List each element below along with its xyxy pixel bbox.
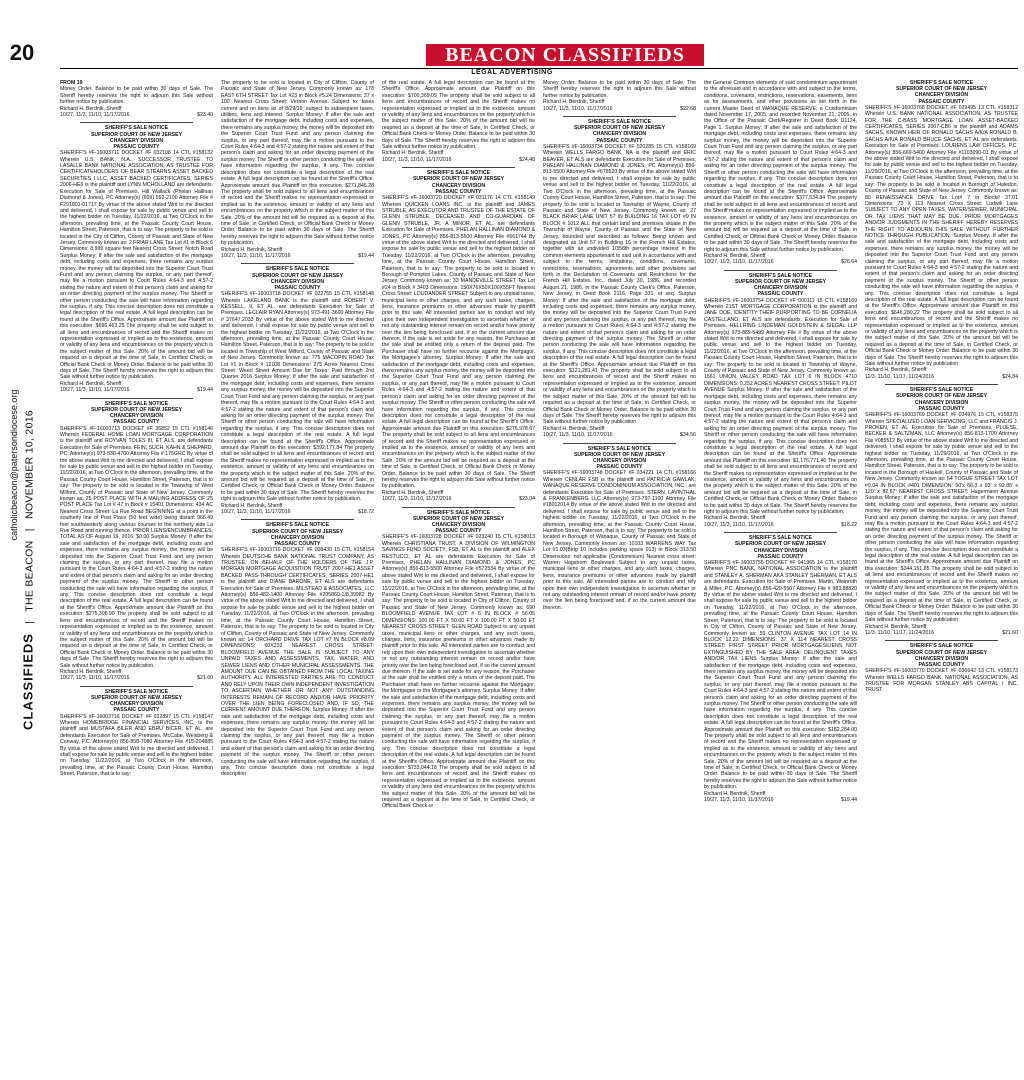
notice-heading-line: PASSAIC COUNTY xyxy=(113,419,160,426)
notice-heading xyxy=(60,125,213,150)
spine-masthead xyxy=(20,70,36,1070)
legal-notice xyxy=(382,80,535,163)
notice-heading xyxy=(382,510,535,535)
notice-fee: $24.84 xyxy=(1002,373,1018,380)
notice-divider xyxy=(885,640,998,641)
notice-heading-line: CHANCERY DIVISION xyxy=(431,182,486,189)
notice-dates: 10/27, 11/3, 11/10, 11/17/2016 xyxy=(60,387,130,394)
notice-body: SHERIFF'S #F-16003720 DOCKET #F 031176 14 CTL #158149 Wherein QUICKEN LOANS INC. is the plaintiff and JAMES STRUBLE, AS EXECUTOR AND TRUSTEE OF THE ESTATE OF GLENN STRUBLE, DECEASED AND CO-GUARDIAN OF GLENN STRUBLE, JR. A MINOR, ET AL. are defendants Execution for Sale of Premises. PHELAN HALLINAN DIAMOND & JONES, PC Attorney(s) 856-813-5500 Attorney File #661744 By virtue of the above stated Writ to me directed and delivered, I shall expose for sale by public venue and sell to the highest bidder on Tuesday, 11/22/2016, at Two O'Clock in the afternoon, prevailing time, at the Passaic County Court House, Hamilton Street, Paterson, that is to say: The property to be sold is located in Borough of Pompton Lakes, County of Passaic and State of New Jersey. Commonly known as: 33 MANDEVILLE STREET Tax Lot #24 in Block # 3403 Dimensions: 150X76X50X100X55FT Nearest Cross Street: LOUDANDER STREET Subject to any unpaid taxes, municipal liens or other charges, and any such taxes, charges, liens, insurance premiums or other advances made by plaintiff prior to this sale. All interested parties are to conduct and rely upon their own independent investigation to ascertain whether or not any outstanding interest remain on record and/or have priority over the lien being foreclosed and, if so the current amount due thereon. If the sale is set aside for any reason, the Purchaser at the sale shall be entitled only a return of the deposit paid. The Purchaser shall have no further recourse against the Mortgagor, the Mortgagee's attorney. Surplus Money: If after the sale and satisfaction of the mortgage debt, including costs and expenses, there remains any surplus money, the money will be deposited into the Superior Court Trust Fund and any person claiming the surplus, or any part thereof, may file a motion pursuant to Court Rules 4:64-3 and 4:57-2 stating the nature and extent of that person's claim and asking for an order directing payment of the surplus money. The Sheriff or other person conducting the sale will have information regarding the surplus, if any. This concise description does not constitute a legal description of the real estate. A full legal description can be found at the Sheriff's Office. Approximate amount due Plaintiff on this execution: $276,978.67 The property shall be sold subject to all liens and encumbrances of record and the Sheriff makes no representation expressed or implied as to the existence, amount or validity of any liens and encumbrances on the property which is the subject matter of this Sale. 20% of the amount bid will be required as a deposit at the time of Sale, in Certified Check, or Official Bank Check or Money Order. Balance to be paid within 30 days of Sale. The Sheriff hereby reserves the right to adjourn this Sale without further notice by publication. xyxy=(382,195,535,490)
notice-footer xyxy=(60,387,213,393)
notice-heading-line: PASSAIC COUNTY xyxy=(918,661,965,668)
notice-footer xyxy=(221,509,374,515)
legal-notice xyxy=(60,689,213,778)
notice-body: SHERIFF'S #F-16003769 DOCKET #F 034976 15 CTL #158375 Wherein SPECIALIZED LOAN SERVICING, LLC and FRANCIS J. PROKEN, ET AL Execution for Sale of Premises. PLUESE, BECKER & SALTZMAN, LLC Attorney(s) 856-813-1700 Attorney File #085512 By virtue of the above stated Writ to me directed and delivered, I shall expose for sale by public venue and sell to the highest bidder on Tuesday, 11/29/2016, at Two O'Clock in the afternoon, prevailing time, at the Passaic County Court House, Hamilton Street, Paterson, that is to say: The property to be sold is located in the Borough of Haskell, County of Passaic and State of New Jersey. Commonly known as: 54 TOGUE STREET TAX LOT #9.04 IN BLOCK #401 DIMENSION: 50'x 66.3 x 93' x 92.85' x 120' x 82.67' NEAREST CROSS STREET: Hagermann Avenue Surplus Money: If after the sale and satisfaction of the mortgage debt, including costs and expenses, there remains any surplus money, the money will be deposited into the Superior Court Trust Fund and any person claiming the surplus, or any part thereof, may file a motion pursuant to the Court Rules 4:64-3 and 4:57-2 stating the nature and extent of that person's claim and asking for an order directing payment of the surplus money. The Sheriff or other person conducting the sale will have information regarding the surplus, if any. This concise description does not constitute a legal description of the real estate. A full legal description can be found at the Sheriff's Office. Approximate amount due Plaintiff on this execution: $344,151.85 The property shall be sold subject to all liens and encumbrances of record and the Sheriff makes no representation expressed or implied as to the existence, amount or validity of any liens and encumbrances on the property which is the subject matter of this Sale. 20% of the amount bid will be required as a deposit at the time of Sale, in Certified Check, or Official Bank Check or Money Order. Balance to be paid within 30 days of Sale. The Sheriff hereby reserves the right to adjourn this Sale without further notice by publication. xyxy=(865,412,1018,624)
notice-heading-line: SUPERIOR COURT OF NEW JERSEY xyxy=(895,393,988,400)
notice-heading-line: SHERIFF'S SALE NOTICE xyxy=(587,445,652,452)
notice-heading-line: PASSAIC COUNTY xyxy=(435,188,482,195)
notice-heading-line: SUPERIOR COURT OF NEW JERSEY xyxy=(734,541,827,548)
notice-fee: $19.44 xyxy=(841,797,857,804)
notice-heading-line: PASSAIC COUNTY xyxy=(113,144,160,151)
notice-heading-line: PASSAIC COUNTY xyxy=(274,284,321,291)
notice-body: SHERIFF'S #F-16003719 DOCKET #F 008430 15 CTL #158154 Wherein DEUTSCHE BANK NATIONAL TRUST COMPANY, AS TRUSTEE, ON BEHALF OF THE HOLDERS OF THE J.P. MORGAN MORTGAGE ACQUISITION TRUST 2007-HE1 ASSET BACKED PASS-THROUGH CERTIFICATES, SERIES 2007-HE1 is the plaintiff and DIANE BARONE, ET ALS are defendants Execution for Sale of Premises. MILSTEAD & ASSOCIATES, LLC Attorney(s) 856-482-1400 Attorney File #205860-1/8,39982 By virtue of the above stated Writ to me directed and delivered, I shall expose for sale by public venue and sell to the highest bidder on Tuesday, 11/22/2016, at Two O'Clock in the afternoon, prevailing time, at the Passaic County Court House, Hamilton Street, Paterson, that is to say: The property to be sold is located in City of Clifton, County of Passaic and State of New Jersey. Commonly known as: 14 ORCHARD DRIVE TAX LOT #7 IN BLOCK #8.09 DIMENSIONS: 60X232 NEAREST CROSS STREET: BLOOMFIELD AVENUE THE SALE IS SUBJECT TO ANY UNPAID TAXES AND ASSESSMENTS, TAX, WATER, AND SEWER LIENS AND OTHER MUNICIPAL ASSESSMENTS. THE AMOUNT DUE CAN BE OBTAINED FROM THE LOCAL TAXING AUTHORITY. ALL INTERESTED PARTIES ARE TO CONDUCT AND RELY UPON THEIR OWN INDEPENDENT INVESTIGATION TO ASCERTAIN WHETHER OR NOT ANY OUTSTANDING INTERESTS REMAIN OF RECORD AND/OR HAVE PRIORITY OVER THE LIEN BEING FORECLOSED AND, IF SO, THE CURRENT AMOUNT DUE THEREON. Surplus Money: If after the sale and satisfaction of the mortgage debt, including costs and expenses, there remains any surplus money, the money will be deposited into the Superior Court Trust Fund and any person claiming the surplus, or any part thereof, may file a motion pursuant to the Court Rules 4:64-3 and 4:57-2 stating the nature and extent of that person's claim and asking for an order directing payment of the surplus money. The Sheriff or other person conducting the sale will have information regarding the surplus, if any. This concise description does not constitute a legal description xyxy=(221,547,374,778)
classified-columns xyxy=(60,80,1018,1076)
notice-heading-line: PASSAIC COUNTY xyxy=(918,98,965,105)
notice-signature: Richard H. Berdnik, Sheriff xyxy=(221,502,283,509)
legal-notice xyxy=(865,80,1018,380)
notice-fee: $23.40 xyxy=(197,112,213,119)
notice-footer xyxy=(60,675,213,681)
notice-heading-line: SUPERIOR COURT OF NEW JERSEY xyxy=(412,515,505,522)
notice-heading xyxy=(543,446,696,471)
classified-column xyxy=(60,80,213,1076)
notice-heading-line: SUPERIOR COURT OF NEW JERSEY xyxy=(90,406,183,413)
notice-fee: $21.60 xyxy=(1002,629,1018,636)
notice-dates: 10/27, 11/3, 11/10, 11/17/2016 xyxy=(704,259,774,266)
notice-fee: $24.48 xyxy=(519,156,535,163)
notice-heading-line: SHERIFF'S SALE NOTICE xyxy=(426,170,491,177)
notice-heading xyxy=(865,387,1018,412)
notice-heading-line: SUPERIOR COURT OF NEW JERSEY xyxy=(734,278,827,285)
spine-email-container xyxy=(8,300,20,630)
notice-heading-line: SHERIFF'S SALE NOTICE xyxy=(748,535,813,542)
notice-divider xyxy=(241,263,354,264)
legal-notice xyxy=(221,522,374,777)
legal-notice xyxy=(382,170,535,502)
notice-dates: 10/27, 11/3, 11/10, 11/17/2016 xyxy=(543,432,613,439)
notice-footer xyxy=(865,630,1018,636)
notice-heading-line: CHANCERY DIVISION xyxy=(914,399,969,406)
notice-heading-line: SHERIFF'S SALE NOTICE xyxy=(104,688,169,695)
spine-divider: | xyxy=(23,528,36,532)
notice-body: the General Common elements of said condominium appurtenant to the aforesaid unit in accordance with and subject to the terms, conditions, covenants, restrictions, reservations, easements, liens as for assessments, and other provisions as set forth in the current Master Deed of WANAQUE RESERVE, a Condominium dated November 17, 2005, and recorded November 21, 2005, in the Office of the Passaic Clerk/Register in Deed Book D1124, Page 1. Surplus Money: If after the sale and satisfaction of the mortgage debt, including costs and expenses, there remains any surplus money, the money will be deposited into the Superior Court Trust Fund and any person claiming the surplus, or any part thereof, may file a motion pursuant to Court Rules 4:64-3 and 4:57-2 stating the nature and extent of that person's claim and asking for an order directing payment of the surplus money. The Sheriff or other person conducting the sale will have information regarding the surplus, if any. This concise description does not constitute a legal description of the real estate. A full legal description can be found at the Sheriff's Office. Approximate amount due Plaintiff on this execution: $377,534.84 The property shall be sold subject to all liens and encumbrances of record and the Sheriff makes no representation expressed or implied as to the existence, amount or validity of any liens and encumbrances on the property which is the subject matter of this Sale. 20% of the amount bid will be required as a deposit at the time of Sale, in Certified Check, or Official Bank Check or Money Order. Balance to be paid within 30 days of Sale. The Sheriff hereby reserves the right to adjourn this Sale without further notice by publication. xyxy=(704,80,857,253)
notice-footer xyxy=(704,797,857,803)
legal-notice xyxy=(704,273,857,528)
notice-heading-line: SUPERIOR COURT OF NEW JERSEY xyxy=(573,451,666,458)
banner-title: BEACON CLASSIFIEDS xyxy=(426,44,704,66)
notice-fee: $26.64 xyxy=(841,259,857,266)
classified-column xyxy=(382,80,535,1076)
notice-body: Money Order. Balance to be paid within 30 days of Sale. The Sheriff hereby reserves the right to adjourn this Sale without further notice by publication. xyxy=(543,80,696,99)
notice-footer xyxy=(382,157,535,163)
notice-footer xyxy=(704,259,857,265)
notice-body: SHERIFF'S #F-16003734 DOCKET #F 020285 15 CTL #158169 Wherein WELLS FARGO BANK, NA is the plaintiff and ERIC BEAVER, ET ALS are defendants Execution for Sale of Premises. PHELAN HALLINAN DIAMOND & JONES, PC Attorney(s) 856-813-5500 Attorney File #678520 By virtue of the above stated Writ to me directed and delivered, I shall expose for sale by public venue and sell to the highest bidder on Tuesday, 11/22/2016, at Two O'Clock in the afternoon, prevailing time, at the Passaic County Court House, Hamilton Street, Paterson, that is to say: The property to be sold is located in Township of Wayne, County of Passaic and State of New Jersey. Commonly known as: 27 BLACK BRIAR LANE UNIT 57 IN BUILDING 16 TAX LOT #9 IN BLOCK # 1012 ALL that certain land and premises situate in the Township of Wayne, County of Passaic and the State of New Jersey, bounded and described as follows: Being known and designated as Unit 57 in Building 16 in the French Hill Estates, together with an undivided 1/358th percentage interest in the common elements appurtenant to said unit in accordance with and subject to the terms, limitations, conditions, covenants, restrictions, reservations, agreements and other provisions set forth in the Declaration of Covenants and Restrictions for the French Hill Estates, Inc., dated July 30, 1986, and recorded August 21, 1986, in the Passaic County Clerk's Office, Paterson, New Jersey, in Deed Book 2116, Page 331, et seq. Surplus Money: If after the sale and satisfaction of the mortgage debt, including costs and expenses, there remains any surplus money, the money will be deposited into the Superior Court Trust Fund and any person claiming the surplus, or any part thereof, may file a motion pursuant to Court Rules 4:64-3 and 4:57-2 stating the nature and extent of that person's claim and asking for an order directing payment of the surplus money. The Sheriff or other person conducting the sale will have information regarding the surplus, if any. This concise description does not constitute a legal description of the real estate. A full legal description can be found at the Sheriff's Office. Approximate amount due Plaintiff on this execution: $121,281.41 The property shall be sold subject to all liens and encumbrances of record and the Sheriff makes no representation expressed or implied as to the existence, amount or validity of any liens and encumbrances on the property which is the subject matter of this Sale. 20% of the amount bid will be required as a deposit at the time of Sale, in Certified Check, or Official Bank Check or Money Order. Balance to be paid within 30 days of Sale. The Sheriff hereby reserves the right to adjourn this Sale without further notice by publication. xyxy=(543,143,696,426)
notice-heading xyxy=(865,80,1018,105)
notice-signature: Richard H. Berdnik, Sheriff xyxy=(221,246,283,253)
notice-heading-line: PASSAIC COUNTY xyxy=(757,553,804,560)
notice-heading-line: SHERIFF'S SALE NOTICE xyxy=(748,272,813,279)
notice-signature: Richard H. Berdnik, Sheriff xyxy=(543,425,605,432)
notice-heading xyxy=(543,119,696,144)
notice-body: The property to be sold is located in City of Clifton, County of Passaic and State of New Jersey. Commonly known as: 178 EAST 6TH STREET Tax Lot #23 in Block #5.24 Dimensions: 37 x 100' Nearest Cross Street: Vernon Avenue. Subject to: taxes current and no liens as of 8/29/16; subject to subsequent taxes, utilities, liens and interest. Surplus Money: If after the sale and satisfaction of the mortgage debt, including costs and expenses, there remains any surplus money, the money will be deposited into the Superior Court Trust Fund and any person claiming the surplus, or any part thereof, may file a motion pursuant to the Court Rules 4:64-3 and 4:57-2 stating the nature and extent of that person's claim and asking for an order directing payment of the surplus money. The Sheriff or other person conducting the sale will have information regarding the surplus, if any. This concise description does not constitute a legal description of the real estate. A full legal description can be found at the Sheriff's Office. Approximate amount due Plaintiff on this execution: $271,846.28 The property shall be sold subject to all liens and encumbrances of record and the Sheriff makes no representation expressed or implied as to the existence, amount or validity of any liens and encumbrances on the property which is the subject matter of this Sale. 20% of the amount bid will be required as a deposit at the time of Sale, in Certified Check, or Official Bank Check or Money Order. Balance to be paid within 30 days of Sale. The Sheriff hereby reserves the right to adjourn this Sale without further notice by publication. xyxy=(221,80,374,247)
notice-heading-line: CHANCERY DIVISION xyxy=(270,278,325,285)
notice-body: SHERIFF'S #F-16003716 DOCKET #F 022897 15 CTL #158147 Wherein HOMEBRIDGE FINANCIAL SERVICES, INC. is the plaintiff and MUSTAFA BILER AND EBRU BICER, ET AL. are defendants Execution for Sale of Premises. McCabe, Weisberg & Conway, P.C. Attorney(s) 856-858-7080 Attorney File #15-204885 By virtue of the above stated Writ to me directed and delivered, I shall expose for sale by public venue and sell to the highest bidder on Tuesday, 11/22/2016, at Two O'Clock in the afternoon, prevailing time, at the Passaic County Court House, Hamilton Street, Paterson, that is to say: xyxy=(60,713,213,778)
notice-heading-line: CHANCERY DIVISION xyxy=(431,522,486,528)
notice-divider xyxy=(80,398,193,399)
notice-heading xyxy=(865,643,1018,668)
notice-heading-line: PASSAIC COUNTY xyxy=(113,707,160,714)
notice-body: SHERIFF'S #F-16003770 DOCKET #F 036642 13 CTL #158173 Wherein WELLS FARGO BANK, NATIONAL ASSOCIATION, AS TRUSTEE FOR MORGAN STANLEY ABS CAPITAL I INC. TRUST xyxy=(865,668,1018,694)
section-label: LEGAL ADVERTISING xyxy=(471,69,553,76)
notice-fee: $18.22 xyxy=(841,521,857,528)
legal-notice xyxy=(382,510,535,810)
notice-fee: $19.44 xyxy=(358,252,374,259)
legal-notice xyxy=(543,446,696,612)
notice-signature: Richard H. Berdnik, Sheriff xyxy=(382,489,444,496)
notice-divider xyxy=(724,532,837,533)
notice-heading-line: CHANCERY DIVISION xyxy=(592,457,647,464)
notice-footer xyxy=(865,374,1018,380)
notice-heading-line: SHERIFF'S SALE NOTICE xyxy=(909,387,974,394)
notice-heading-line: SUPERIOR COURT OF NEW JERSEY xyxy=(412,176,505,183)
notice-heading-line: SHERIFF'S SALE NOTICE xyxy=(909,643,974,650)
notice-body: SHERIFF'S #F-16003754 DOCKET #F 000111 15 CTL #158169 Wherein 21ST MORTGAGE CORPORATION is the plaintiff and JANE DOE, IDENTITY THEIF PURPORTING TO BE CORNELIA CASTELLANO, ET ALS are defendants. Execution for Sale of Premises. HELLRING LINDEMAN GOLDSTEIN & SIEGAL LLP Attorney(s) 973-889-5499 Attorney File # By virtue of the above stated Writ to me directed and delivered, I shall expose for sale by public venue and sell to the highest bidder on Tuesday, 11/22/2016, at Two O'Clock in the afternoon, prevailing time, at the Passaic County Court House, Hamilton Street, Paterson, that is to say: The property to be sold is located in Township of Wayne, County of Passaic and State of New Jersey. Commonly known as: 1561 UNION VALLEY ROAD TAX LOT 6 IN BLOCK 4710 DIMENSIONS: 0.252 ACRES NEAREST CROSS STREET: PILOT AVENUE Surplus Money: If after the sale and satisfaction of the mortgage debt, including costs and expenses, there remains any surplus money, the money will be deposited into the Superior Court Trust Fund and any person claiming the surplus, or any part thereof, may file a motion pursuant to the Court Rules 4:64-3 and 4:57-2 stating the nature and extent of that person's claim and asking for an order directing payment of the surplus money. The Sheriff or other person conducting the sale will have information regarding the surplus, if any. This concise description does not constitute a legal description of the real estate. A full legal description can be found at the Sheriff's Office. Approximate amount due Plaintiff on this execution: $1,176,771.40 The property shall be sold subject to all liens and encumbrances of record and the Sheriff makes no representation expressed or implied as to the existence, amount or validity of any liens and encumbrances on the property which is the subject matter of this Sale. 20% of the amount bid will be required as a deposit at the time of Sale, in Certified Check, or Official Bank Check or Money Order. Balance to be paid within 30 days of Sale. The Sheriff hereby reserves the right to adjourn this Sale without further notice by publication. xyxy=(704,297,857,515)
notice-heading-line: SHERIFF'S SALE NOTICE xyxy=(104,125,169,132)
spine-publication: THE BEACON xyxy=(23,540,36,612)
notice-heading-line: CHANCERY DIVISION xyxy=(753,547,808,554)
notice-heading-line: SHERIFF'S SALE NOTICE xyxy=(426,509,491,516)
notice-divider xyxy=(563,116,676,117)
notice-heading-line: SHERIFF'S SALE NOTICE xyxy=(587,119,652,126)
notice-heading-line: PASSAIC COUNTY xyxy=(274,541,321,548)
legal-notice xyxy=(221,266,374,515)
legal-notice xyxy=(865,387,1018,636)
notice-footer xyxy=(543,106,696,112)
notice-signature: Richard H. Berdnik, Sheriff xyxy=(704,252,766,259)
notice-heading xyxy=(221,266,374,291)
notice-body: SHERIFF'S #F-16003711 DOCKET #F 032108 14 CTL #158132 Wherein U.S. BANK, N.A., SUCCESSOR TRUSTEE TO LASALLE BANK NATIONAL ASSOCIATION, AS TRUSTEE FOR CERTIFICATEHOLDERS OF BEAR STEARNS ASSET BACKED SECURITIES I LLC, ASSET BACKED CERTIFICATES, SERIES 2006-HE6 is the plaintiff and LYNN MCHOLLAND are defendants. Execution for Sale of Premises. Hill Wallack (Phelan Hallinan Diamond & Jones), PC Attorney(s) (609) 592-2100 Attorney File # F291801-01717 By virtue of the above stated Writ to me directed and delivered, I shall expose for sale by public venue and sell to the highest bidder on Tuesday, 11/22/2016, at Two O'Clock in the afternoon, prevailing time, at the Passaic County Court House, Hamilton Street, Paterson, that is to say: The property to be sold is located in the City of Clifton, County of Passaic and State of New Jersey. Commonly known as: 2 FRIAR LANE Tax Lot #1 in Block 6 Dimensions: 8,999 square feet Nearest Cross Street: Notch Road Surplus Money: If after the sale and satisfaction of the mortgage debt, including costs and expenses, there remains any surplus money, the money will be deposited into the Superior Court Trust Fund and any person claiming the surplus, or any part thereof, may file a motion pursuant to Court Rules 4:64-3 and 4:57-2 stating the nature and extent of that person's claim and asking for an order directing payment of the surplus money. The Sheriff or other person conducting the sale will have information regarding the surplus, if any. This concise description does not constitute a legal description of the real estate. A full legal description can be found at the Sheriff's Office. Approximate amount due Plaintiff on this execution: $696,463.25 The property shall be sold subject to all liens and encumbrances of record and the Sheriff makes no representation expressed or implied as to the existence, amount or validity of any liens and encumbrances on the property which is the subject matter of this Sale. 20% of the amount bid will be required as a deposit at the time of Sale, in Certified Check, or Official Bank Check or Money Order. Balance to be paid within 30 days of Sale. The Sheriff hereby reserves the right to adjourn this Sale without further notice by publication. xyxy=(60,150,213,381)
notice-dates: 10/27, 11/3, 11/10, 11/17/2016 xyxy=(543,105,613,112)
notice-dates: 10/27, 11/3, 11/10, 11/17/2016 xyxy=(704,797,774,804)
spine-date: NOVEMBER 10, 2016 xyxy=(23,410,36,519)
notice-dates: 10/27, 11/3, 11/10, 11/17/2016 xyxy=(221,509,291,515)
spine-divider: | xyxy=(23,620,36,624)
notice-fee: $21.60 xyxy=(197,675,213,682)
notice-divider xyxy=(80,686,193,687)
notice-heading-line: CHANCERY DIVISION xyxy=(109,701,164,708)
notice-heading-line: SUPERIOR COURT OF NEW JERSEY xyxy=(90,131,183,138)
notice-signature: Richard H. Berdnik, Sheriff xyxy=(704,790,766,797)
notice-heading-line: CHANCERY DIVISION xyxy=(592,131,647,138)
notice-heading-line: PASSAIC COUNTY xyxy=(757,291,804,298)
notice-footer xyxy=(221,253,374,259)
notice-body: Money Order. Balance to be paid within 30 days of Sale. The Sheriff hereby reserves the right to adjourn this Sale without further notice by publication. xyxy=(60,86,213,106)
notice-heading-line: PASSAIC COUNTY xyxy=(435,528,482,535)
notice-body: SHERIFF'S #F-16003748 DOCKET #F 034221 14 CTL #158166 Wherein CENLAR FSB is the plaintiff and PATRICIA GAWLAK; WANAQUE RESERVE CONDOMINIUM ASSOCIATION, INC.; are defendants Execution for Sale of Premises. STERN, LAVINTHAL & FRANKENBERG LLC Attorney(s) 973-797-1100 Attorney File #18012014 By virtue of the above stated Writ to me directed and delivered, I shall expose for sale by public venue and sell to the highest bidder on Tuesday, 11/22/2016, at Two O'Clock in the afternoon, prevailing time, at the Passaic County Court House, Hamilton Street, Paterson, that is to say: The property to be sold is located in Borough of Wanaque, County of Passaic and State of New Jersey. Commonly known as: 10103 WARRENS WAY Tax Lot #1.03(Bldg 10 includes parking space 013) in Block 313.50 Dimensions: not applicable (Condominium) Nearest cross street: Warren Hagstrom Boulevard Subject to any unpaid taxes, municipal liens or other charges, and any such taxes, charges, liens, insurance premiums or other advances made by plaintiff prior to this sale. All interested parties are to conduct and rely upon their own independent investigation to ascertain whether or not any outstanding interest remain of record and/or have priority over the lien being foreclosed and, if so the current amount due thereon. xyxy=(543,470,696,611)
legal-notice xyxy=(704,535,857,803)
notice-divider xyxy=(724,270,837,271)
notice-dates: 11/3, 11/10, 11/17, 11/24/2016 xyxy=(865,373,935,380)
notice-heading-line: SUPERIOR COURT OF NEW JERSEY xyxy=(895,649,988,656)
classified-column xyxy=(704,80,857,1076)
notice-heading-line: SUPERIOR COURT OF NEW JERSEY xyxy=(90,694,183,701)
legal-notice xyxy=(543,80,696,112)
notice-footer xyxy=(704,522,857,528)
notice-dates: 10/27, 11/3, 11/10, 11/17/2016 xyxy=(221,252,291,259)
legal-notice xyxy=(60,80,213,118)
notice-fee: $22.68 xyxy=(680,105,696,112)
notice-body: SHERIFF'S #F-16003728 DOCKET #F 023240 15 CTL #158013 Wherein CHRISTIANA TRUST, A DIVISION OF WILMINGTON SAVINGS FUND SOCIETY, FSB, ET AL is the plaintiff and ALEX RESTUCCI, ET AL are defendants Execution for Sale of Premises. PHELAN HALLINAN DIAMOND & JONES, PC Attorney(s) 856-813-5500 Attorney File #572534 By virtue of the above stated Writ to me directed and delivered, I shall expose for sale by public venue and sell to the highest bidder on Tuesday, 11/22/2016, at Two O'Clock in the afternoon, prevailing time, at the Passaic County Court House, Hamilton Street, Paterson, that is to say: The property to be sold is located in City of Clifton, County of Passaic and State of New Jersey. Commonly known as: 690 BLOOMFIELD AVENUE TAX LOT # 6 IN BLOCK # 56.05 DIMENSIONS: 100.00 FT X 50.00 FT X 100.00 FT X 50.00 FT NEAREST CROSS STREET: GLEN ROAD Subject to any unpaid taxes, municipal liens or other charges, and any such taxes, charges, liens, insurance premiums or other advances made by plaintiff prior to this sale. All interested parties are to conduct and rely upon their own independent investigation to ascertain whether or not any outstanding interest remain on record and/or have priority over the lien being foreclosed and, if so the current amount due thereon. If the sale is set aside for any reason, the Purchaser at the sale shall be entitled only a return of the deposit paid. The Purchaser shall have no further recourse against the Mortgagor, the Mortgagee or the Mortgagee's attorney. Surplus Money: If after the sale and satisfaction of the mortgage debt, including costs and expenses, there remains any surplus money, the money will be deposited into the Superior Court Trust Fund and any person claiming the surplus, or any part thereof, may file a motion pursuant to Court Rules 4:64-3 and 4:57-2 stating the nature and extent of that person's claim and asking for an order directing payment of the surplus money. The Sheriff or other person conducting the sale will have information regarding the surplus, if any. This concise description does not constitute a legal description of the real estate. A full legal description can be found at the Sheriff's Office. Approximate amount due Plaintiff on this execution: $733,044.18 The property shall be sold subject to all liens and encumbrances of record and the Sheriff makes no representation expressed or implied as to the existence, amount or validity of any liens and encumbrances on the property which is the subject matter of this Sale. 20% of the amount bid will be required as a deposit at the time of Sale, in Certified Check, or Official Bank Check or xyxy=(382,534,535,810)
notice-body: SHERIFF'S #F-16003768 DOCKET #F 029495 13 CTL #158312 Wherein U.S. BANK NATIONAL ASSOCIATION, AS TRUSTEE FOR THE C-BASS MORTGAGE LOAN ASSET-BACKED CERTIFICATES, SERIES 2007-CB6 is the plaintiff and ADAMS SACHS, KNOWN HEIR OF RONALD SACHS A/K/A RONALD B. SACHS A/K/A RONALD BRUCE SACHS, ET AL are defendants. Execution for Sale of Premises. LOURENS LAW OFFICES, P.C. Attorney(s) 856-669-5400 Attorney File #1103090-01 By virtue of the above stated Writ to me directed and delivered, I shall expose for sale by public venue and sell to the highest bidder on Tuesday, 11/29/2016, at Two O'Clock in the afternoon, prevailing time, at the Passaic County Court House, Hamilton Street, Paterson, that is to say: The property to be sold is located in Borough of Haledon, County of Passaic and State of New Jersey. Commonly known as: 80 RENAISSANCE DRIVE Tax Lot# 7 in Block# 37.01 Dimensions: 73 X 113 Nearest Cross Street: Ludwik Lane SUBJECT TO ANY OPEN TAXES, WATER/SEWER, MUNICIPAL OR TAX LIENS THAT MAY BE DUE. PRIOR MORTGAGES AND/OR JUDGMENTS IN THE SHERIFF HEREBY RESERVES THE RIGHT TO ADJOURN THIS SALE WITHOUT FURTHER NOTICE THROUGH PUBLICATION. Surplus Money: If after the sale and satisfaction of the mortgage debt, including costs and expenses, there remains any surplus money, the money will be deposited into the Superior Court Trust Fund and any person claiming the surplus, or any part thereof, may file a motion pursuant to Court Rules 4:64-3 and 4:57-2 stating the nature and extent of that person's claim and asking for an order directing payment of the surplus money. The Sheriff or other person conducting the sale will have information regarding the surplus, if any. This concise description does not constitute a legal description of the real estate. A full legal description can be found at the Sheriff's Office. Approximate amount due Plaintiff on this execution: $646,280.22 The property shall be sold subject to all liens and encumbrances of record and the Sheriff makes no representation expressed or implied as to the existence, amount or validity of any liens and encumbrances on the property which is the subject matter of this Sale. 20% of the amount bid will be required as a deposit at the time of Sale, in Certified Check, or Official Bank Check or Money Order. Balance to be paid within 30 days of Sale. The Sheriff hereby reserves the right to adjourn this Sale without further notice by publication. xyxy=(865,104,1018,368)
notice-heading-line: SUPERIOR COURT OF NEW JERSEY xyxy=(895,86,988,93)
notice-signature: Richard H. Berdnik, Sheriff xyxy=(382,150,444,157)
notice-signature: Richard H. Berdnik, Sheriff xyxy=(865,367,927,374)
notice-heading-line: CHANCERY DIVISION xyxy=(109,413,164,420)
notice-signature: Richard H. Berdnik, Sheriff xyxy=(865,623,927,630)
notice-footer xyxy=(60,112,213,118)
notice-body: SHERIFF'S #F-16003718 DOCKET #F 022755 15 CTL #158148 Wherein LAKELAND BANK is the plaintiff and ROBERT V. KESSELL, II, ET AL. are defendants Execution for Sale of Premises. LECLAIR RYAN Attorney(s) 973-491-3600 Attorney File # 37647.2033 By virtue of the above stated Writ to me directed and delivered, I shall expose for sale by public venue and sell to the highest bidder on Tuesday, 11/22/2016, at Two O'Clock in the afternoon, prevailing time, at the Passaic County Court House, Hamilton Street, Paterson, that is to say: The property to be sold is located in Township of West Milford, County of Passaic and State of New Jersey. Commonly known as: 775 MACOPIN ROAD Tax Lot #1 in Block # 12108 Dimensions: 275 Acres Nearest Cross Street: Weed Street Amount Due for Taxes: Paid through 2nd Quarter 2016 Surplus Money: If after the sale and satisfaction of the mortgage debt, including costs and expenses, there remains any surplus money, the money will be deposited into the Superior Court Trust Fund and any person claiming the surplus, or any part thereof, may file a motion pursuant to the Court Rules 4:64-3 and 4:57-2 stating the nature and extent of that person's claim and asking for an order directing payment of the surplus money. The Sheriff or other person conducting the sale will have information regarding the surplus, if any. This concise description does not constitute a legal description of the real estate. A full legal description can be found at the Sheriff's Office. Approximate amount due Plaintiff on this execution: $392,177.84 The property shall be sold subject to all liens and encumbrances of record and the Sheriff makes no representation expressed or implied as to the existence, amount or validity of any liens and encumbrances on the property which is the subject matter of this Sale. 20% of the amount bid will be required as a deposit at the time of Sale, in Certified Check, or Official Bank Check or Money Order. Balance to be paid within 30 days of Sale. The Sheriff hereby reserves the right to adjourn this Sale without further notice by publication. xyxy=(221,291,374,503)
legal-notice xyxy=(60,401,213,682)
notice-heading xyxy=(60,689,213,714)
notice-body: of the real estate. A full legal description can be found at the Sheriff's Office. Approximate amount due Plaintiff on this execution: $700,369.09 The property shall be sold subject to all liens and encumbrances of record and the Sheriff makes no representation expressed or implied as to the existence, amount or validity of any liens and encumbrances on the property which is the subject matter of this Sale. 20% of the amount bid will be required as a deposit at the time of Sale, in Certified Check, or Official Bank Check or Money Order. Balance to be paid within 30 days of Sale. The Sheriff hereby reserves the right to adjourn this Sale without further notice by publication. xyxy=(382,80,535,151)
legal-notice xyxy=(221,80,374,259)
classified-column xyxy=(865,80,1018,1076)
classified-column xyxy=(543,80,696,1076)
notice-heading xyxy=(704,273,857,298)
notice-heading-line: PASSAIC COUNTY xyxy=(918,405,965,412)
notice-signature: Richard H. Berdnik, Sheriff xyxy=(60,380,122,387)
notice-fee: $34.56 xyxy=(680,432,696,439)
notice-divider xyxy=(563,443,676,444)
notice-heading-line: CHANCERY DIVISION xyxy=(914,92,969,99)
notice-heading xyxy=(704,535,857,560)
notice-signature: Richard H. Berdnik, Sheriff xyxy=(704,515,766,522)
notice-dates: 10/27, 11/3, 11/10, 11/17/2016 xyxy=(382,156,452,163)
legal-notice xyxy=(865,643,1018,693)
notice-heading-line: SHERIFF'S SALE NOTICE xyxy=(265,266,330,273)
notice-dates: 10/27, 11/3, 11/10, 11/17/2016 xyxy=(382,496,452,503)
notice-heading-line: PASSAIC COUNTY xyxy=(596,137,643,144)
notice-heading-line: SUPERIOR COURT OF NEW JERSEY xyxy=(251,528,344,535)
notice-fee: $19.44 xyxy=(197,387,213,394)
notice-dates: 10/27, 11/3, 11/10, 11/17/2016 xyxy=(60,675,130,682)
notice-heading-line: SHERIFF'S SALE NOTICE xyxy=(104,400,169,407)
notice-dates: 10/27, 11/3, 11/10, 11/17/2016 xyxy=(704,521,774,528)
notice-divider xyxy=(402,167,515,168)
notice-body: SHERIFF'S #F-16003755 DOCKET #F 041965 14 CTL #158170 Wherein PNC BANK, NATIONAL ASSOCIATION is the plaintiff and STANLEY A. SHERMAN AKA STANLEY SHERMAN, ET ALS are defendants. Execution for Sale of Premises. Martin, Weinroth & Miller, P.C. Attorney(s) 856-429-5507 Attorney File # 983.88820 By virtue of the above stated Writ to me directed and delivered, I shall expose for sale by public venue and sell to the highest bidder on Tuesday, 11/22/2016, at Two O'Clock in the afternoon, prevailing time, at the Passaic County Court House, Hamilton Street, Paterson, that is to say: The property to be sold is located in City of Clifton, County of Passaic and State of New Jersey. Commonly known as: 59 CLINTON AVENUE TAX LOT 14 IN BLOCK 12.22 DIMENSIONS: 37 X 114 NEAREST CROSS STREET: FIRST STREET PRIOR MORTGAGES/LIENS NOT EXTINGUISHED BY THE SALE AREA: DELINQUENT TAXES AND/OR TAX LIENS Surplus Money: If after the sale and satisfaction of the mortgage debt, including costs and expenses, there remains any surplus money, the money will be deposited into the Superior Court Trust Fund and any person claiming the surplus, or any part thereof, may file a motion pursuant to the Court Rules 4:64-3 and 4:57-2 stating the nature and extent of that person's claim and asking for an order directing payment of the surplus money. The Sheriff or other person conducting the sale will have information regarding the surplus, if any. This concise description does not constitute a legal description of the real estate. A full legal description can be found at the Sheriff's Office. Approximate amount due Plaintiff on this execution: $182,284.00 The property shall be sold subject to all liens and encumbrances of record and the Sheriff makes no representation expressed or implied as to the existence, amount or validity of any liens and encumbrances on the property which is the subject matter of this Sale. 20% of the amount bid will be required as a deposit at the time of Sale, in Certified Check, or Official Bank Check or Money Order. Balance to be paid within 30 days of Sale. The Sheriff hereby reserves the right to adjourn this Sale without further notice by publication. xyxy=(704,560,857,791)
notice-heading-line: CHANCERY DIVISION xyxy=(753,285,808,292)
notice-dates: 11/3, 11/10, 11/17, 11/24/2016 xyxy=(865,629,935,636)
notice-dates: 10/27, 11/3, 11/10, 11/17/2016 xyxy=(60,112,130,119)
notice-heading xyxy=(382,170,535,195)
notice-signature: Richard H. Berdnik, Sheriff xyxy=(60,668,122,675)
notice-heading-line: SHERIFF'S SALE NOTICE xyxy=(265,522,330,529)
notice-heading-line: CHANCERY DIVISION xyxy=(270,534,325,541)
notice-heading-line: PASSAIC COUNTY xyxy=(596,464,643,471)
notice-divider xyxy=(241,519,354,520)
spine-section: CLASSIFIEDS xyxy=(20,633,36,730)
legal-notice xyxy=(543,119,696,439)
notice-heading-line: SUPERIOR COURT OF NEW JERSEY xyxy=(251,272,344,279)
notice-signature: Richard H. Berdnik, Sheriff xyxy=(543,99,605,106)
notice-heading-line: CHANCERY DIVISION xyxy=(914,655,969,662)
notice-body: SHERIFF'S #F-16003713 DOCKET #F 36852 15 CTL #158146 Wherein FEDERAL HOME LOAN MORTGAGE CORPORATION is the plaintiff and ROYVAN TOLES III, ET ALS. are defendants Execution for Sale of Premises. FEIN, SUCH, KAHN & SHEPARD, PC. Attorney(s) 973-538-4700 Attorney File # 175GRC By virtue of the above stated Writ to me directed and delivered, I shall expose for sale by public venue and sell to the highest bidder on Tuesday, 11/22/2016, at Two O'Clock in the afternoon, prevailing time, at the Passaic County Court House, Hamilton Street, Paterson, that is to say: The property to be sold is located in the Township of West Milford, County of Passaic and State of New Jersey. Commonly known as: 25 POST PLACE WITH A MAILING ADDRESS OF 25 POST PLACE Tax Lot # 47 in Block # 15401 Dimensions: 434 AC Nearest Cross Street: La Rue Road BEGINNING at a point in the southerly line of Post Place (50 feet wide) being distant 966.49 feet southwesterly along various courses to the northerly side La Rue Road and running thence. PRIOR LIENS/ENCUMBRANCES: TOTAL AS OF August 19, 2016: $0.00 Surplus Money: If after the sale and satisfaction of the mortgage debt, including costs and expenses, there remains any surplus money, the money will be deposited into the Superior Court Trust Fund and any person claiming the surplus, or any part thereof, may file a motion pursuant to the Court Rules 4:64-3 and 4:57-2 stating the nature and extent of that person's claim and asking for an order directing payment of the surplus money. The Sheriff or other person conducting the sale will have information regarding the surplus, if any. This concise description does not constitute a legal description of the real estate. A full legal description can be found at the Sheriff's Office. Approximate amount due Plaintiff on this execution: $275,396.90 The property shall be sold subject to all liens and encumbrances of record and the Sheriff makes no representation expressed or implied as to the existence, amount or validity of any liens and encumbrances on the property which is the subject matter of this Sale. 20% of the amount bid will be required as a deposit at the time of Sale, in Certified Check, or Official Bank Check or Money Order. Balance to be paid within 30 days of Sale. The Sheriff hereby reserves the right to adjourn this Sale without further notice by publication. xyxy=(60,425,213,669)
notice-continued-from: FROM 19 xyxy=(60,80,83,86)
classified-column xyxy=(221,80,374,1076)
notice-divider xyxy=(402,507,515,508)
notice-heading-line: CHANCERY DIVISION xyxy=(109,137,164,144)
notice-divider xyxy=(80,122,193,123)
legal-notice xyxy=(704,80,857,266)
notice-divider xyxy=(885,384,998,385)
legal-notice xyxy=(60,125,213,393)
spine-email[interactable]: catholicbeacon@patersondiocese.org xyxy=(9,389,19,541)
notice-heading-line: SUPERIOR COURT OF NEW JERSEY xyxy=(573,125,666,132)
notice-fee: $18.72 xyxy=(358,509,374,515)
notice-fee: $23.04 xyxy=(519,496,535,503)
page-number: 20 xyxy=(9,40,35,65)
notice-signature: Richard H. Berdnik, Sheriff xyxy=(60,105,122,112)
notice-heading xyxy=(221,522,374,547)
notice-footer xyxy=(382,496,535,502)
notice-heading xyxy=(60,401,213,426)
notice-footer xyxy=(543,432,696,438)
notice-heading-line: SHERIFF'S SALE NOTICE xyxy=(909,80,974,86)
